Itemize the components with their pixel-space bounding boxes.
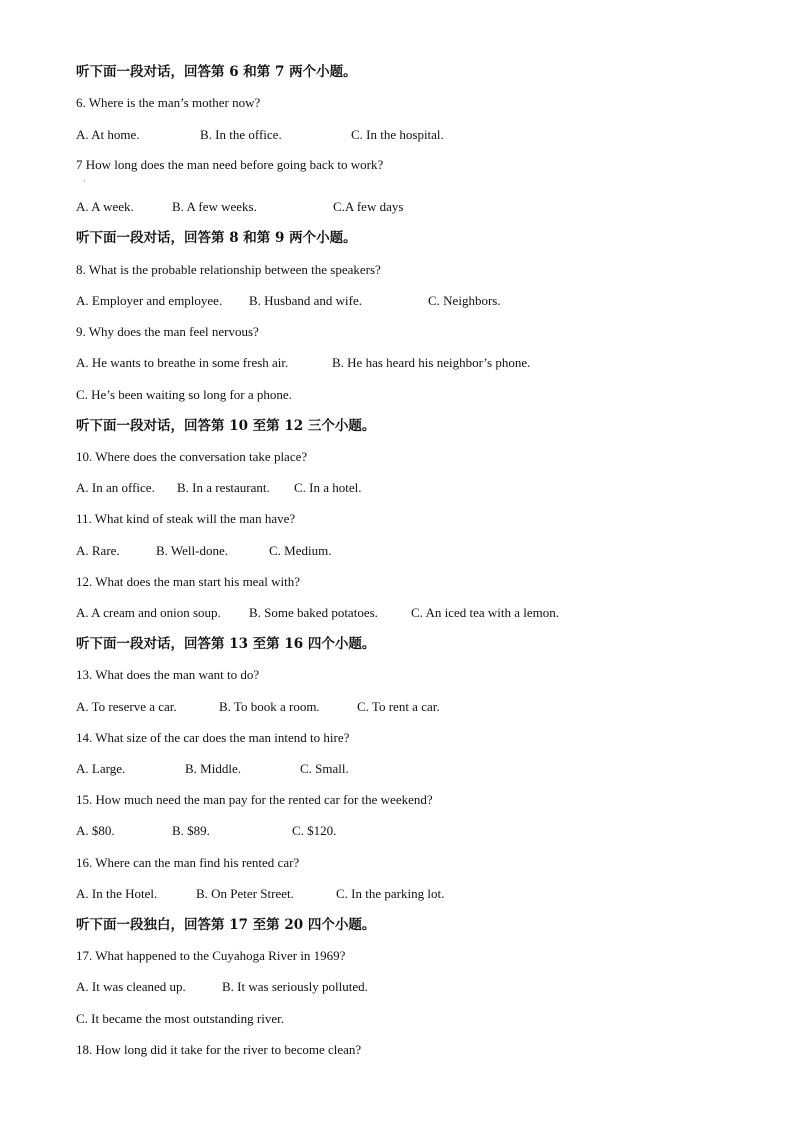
option-a: A. He wants to breathe in some fresh air. bbox=[76, 355, 289, 370]
option-c: C. In the parking lot. bbox=[336, 886, 445, 901]
option-c: C. An iced tea with a lemon. bbox=[411, 605, 560, 620]
section-header: 听下面一段独白，回答第 17 至第 20 四个小题。 bbox=[76, 917, 376, 933]
option-b: B. To book a room. bbox=[219, 699, 320, 714]
option-b: B. In a restaurant. bbox=[177, 480, 270, 495]
option-a: A. A cream and onion soup. bbox=[76, 605, 221, 620]
section-header: 听下面一段对话，回答第 13 至第 16 四个小题。 bbox=[76, 636, 376, 652]
question-stem: 6. Where is the man’s mother now? bbox=[76, 95, 261, 110]
option-a: A. To reserve a car. bbox=[76, 699, 177, 714]
option-a: A. Large. bbox=[76, 761, 126, 776]
option-c: C. Neighbors. bbox=[428, 293, 501, 308]
options-row bbox=[0, 886, 794, 902]
option-c: C. In a hotel. bbox=[294, 480, 362, 495]
section-header: 听下面一段对话，回答第 10 至第 12 三个小题。 bbox=[76, 418, 376, 434]
option-c: C. In the hospital. bbox=[351, 127, 444, 142]
option-a: A. In an office. bbox=[76, 480, 155, 495]
options-row bbox=[0, 823, 794, 839]
option-c: C.A few days bbox=[333, 199, 404, 214]
question-stem: 8. What is the probable relationship between the speakers? bbox=[76, 262, 381, 277]
question-stem: 7 How long does the man need before going back to work? bbox=[76, 157, 384, 172]
option-c: C. It became the most outstanding river. bbox=[76, 1011, 284, 1026]
question-stem: 16. Where can the man find his rented car? bbox=[76, 855, 300, 870]
options-row bbox=[0, 605, 794, 621]
question-stem: 10. Where does the conversation take place? bbox=[76, 449, 308, 464]
option-a: A. It was cleaned up. bbox=[76, 979, 186, 994]
options-row bbox=[0, 293, 794, 309]
options-row bbox=[0, 355, 794, 371]
option-a: A. A week. bbox=[76, 199, 134, 214]
options-row bbox=[0, 480, 794, 496]
option-b: B. Middle. bbox=[185, 761, 241, 776]
option-c: C. To rent a car. bbox=[357, 699, 440, 714]
options-row bbox=[0, 761, 794, 777]
option-b: B. A few weeks. bbox=[172, 199, 257, 214]
option-a: A. At home. bbox=[76, 127, 140, 142]
options-row bbox=[0, 199, 794, 215]
question-stem: 14. What size of the car does the man intend to hire? bbox=[76, 730, 350, 745]
option-a: A. In the Hotel. bbox=[76, 886, 158, 901]
question-stem: 13. What does the man want to do? bbox=[76, 667, 260, 682]
question-stem: 17. What happened to the Cuyahoga River in 1969? bbox=[76, 948, 346, 963]
option-b: B. He has heard his neighbor’s phone. bbox=[332, 355, 531, 370]
option-b: B. Husband and wife. bbox=[249, 293, 363, 308]
question-stem: 15. How much need the man pay for the rented car for the weekend? bbox=[76, 792, 433, 807]
section-header: 听下面一段对话，回答第 6 和第 7 两个小题。 bbox=[76, 64, 357, 80]
option-c: C. $120. bbox=[292, 823, 337, 838]
question-stem: 18. How long did it take for the river to become clean? bbox=[76, 1042, 362, 1057]
option-b: B. Some baked potatoes. bbox=[249, 605, 378, 620]
option-b: B. Well-done. bbox=[156, 543, 229, 558]
options-row bbox=[0, 127, 794, 143]
option-c: C. Medium. bbox=[269, 543, 332, 558]
option-a: A. Rare. bbox=[76, 543, 120, 558]
question-stem: 12. What does the man start his meal with? bbox=[76, 574, 300, 589]
section-header: 听下面一段对话，回答第 8 和第 9 两个小题。 bbox=[76, 230, 357, 246]
option-b: B. In the office. bbox=[200, 127, 282, 142]
options-row bbox=[0, 979, 794, 995]
option-a: A. Employer and employee. bbox=[76, 293, 223, 308]
stray-mark: · bbox=[83, 177, 86, 186]
options-row bbox=[0, 699, 794, 715]
option-b: B. On Peter Street. bbox=[196, 886, 294, 901]
option-c: C. Small. bbox=[300, 761, 349, 776]
option-c: C. He’s been waiting so long for a phone. bbox=[76, 387, 292, 402]
question-stem: 11. What kind of steak will the man have? bbox=[76, 511, 296, 526]
option-b: B. It was seriously polluted. bbox=[222, 979, 368, 994]
option-a: A. $80. bbox=[76, 823, 115, 838]
options-row bbox=[0, 543, 794, 559]
option-b: B. $89. bbox=[172, 823, 210, 838]
question-stem: 9. Why does the man feel nervous? bbox=[76, 324, 259, 339]
